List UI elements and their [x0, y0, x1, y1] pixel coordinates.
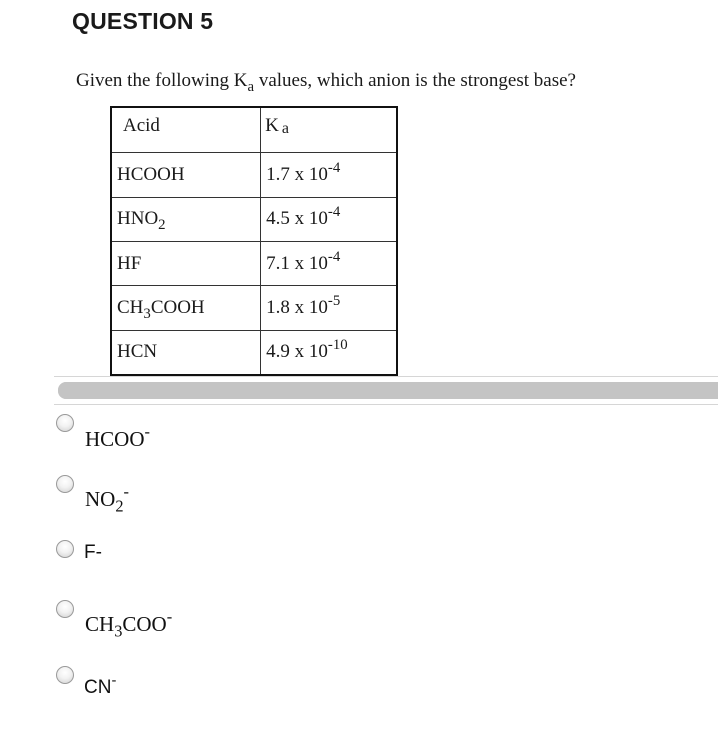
- ka-cell: [261, 286, 397, 330]
- question-title: QUESTION 5: [72, 8, 214, 34]
- option-text: CN: [84, 677, 112, 698]
- acid-cell: [111, 241, 261, 285]
- option-label[interactable]: [85, 607, 173, 641]
- option-superscript: -: [144, 422, 150, 441]
- ka-cell: [261, 197, 397, 241]
- question-prompt: [76, 70, 576, 96]
- acid-cell: [111, 153, 261, 197]
- acid-cell: [111, 286, 261, 330]
- option-label[interactable]: [85, 422, 150, 452]
- header-acid: Acid: [111, 107, 261, 153]
- option-subscript: 2: [115, 496, 124, 516]
- option-superscript: -: [166, 607, 173, 626]
- option-label[interactable]: [84, 672, 117, 699]
- acid-name: CH: [117, 296, 144, 318]
- acid-subscript: 2: [158, 217, 166, 234]
- ka-exponent: -4: [327, 248, 341, 265]
- header-ka: [261, 107, 397, 153]
- ka-exponent: -5: [327, 292, 341, 309]
- radio-button[interactable]: [56, 414, 74, 432]
- ka-base: 1.8 x 10: [266, 296, 328, 318]
- acid-name: HCN: [117, 341, 158, 363]
- option-subscript: 3: [114, 621, 123, 641]
- radio-button[interactable]: [56, 475, 74, 493]
- radio-button[interactable]: [56, 600, 74, 618]
- ka-cell: [261, 153, 397, 197]
- header-ka-subscript: a: [281, 120, 290, 137]
- option-label[interactable]: [85, 482, 129, 516]
- prompt-text-start: Given the following K: [76, 70, 248, 91]
- radio-button[interactable]: [56, 666, 74, 684]
- ka-base: 7.1 x 10: [266, 252, 328, 274]
- prompt-text-end: values, which anion is the strongest base?: [254, 70, 576, 91]
- ka-cell: [261, 241, 397, 285]
- table-row: [111, 153, 397, 197]
- acid-name: HCOOH: [117, 163, 185, 185]
- acid-subscript: 3: [143, 306, 151, 323]
- option-text: F-: [84, 542, 102, 563]
- progress-bar: [58, 382, 718, 399]
- option-label[interactable]: [84, 542, 102, 564]
- ka-base: 1.7 x 10: [266, 163, 328, 185]
- option-text: CH: [85, 612, 115, 636]
- header-ka-letter: K: [265, 115, 279, 136]
- option-superscript: -: [111, 672, 117, 689]
- ka-exponent: -10: [327, 337, 348, 354]
- acid-name: HF: [117, 252, 142, 274]
- ka-exponent: -4: [327, 159, 341, 176]
- option-text: HCOO: [85, 427, 145, 451]
- option-text: NO: [85, 487, 116, 511]
- acid-name-tail: COOH: [150, 296, 205, 318]
- table-row: [111, 286, 397, 330]
- progress-fill: [58, 382, 718, 399]
- option-text-tail: COO: [122, 612, 167, 636]
- radio-button[interactable]: [56, 540, 74, 558]
- ka-exponent: -4: [327, 204, 341, 221]
- option-superscript: -: [123, 482, 129, 501]
- ka-base: 4.5 x 10: [266, 208, 328, 230]
- table-row: [111, 241, 397, 285]
- acid-cell: [111, 197, 261, 241]
- acid-name: HNO: [117, 208, 159, 230]
- ka-base: 4.9 x 10: [266, 341, 328, 363]
- prompt-subscript: a: [247, 79, 255, 96]
- table-row: [111, 197, 397, 241]
- divider-top: [54, 376, 718, 377]
- ka-cell: [261, 330, 397, 375]
- ka-values-table: [110, 106, 398, 376]
- divider-bottom: [54, 404, 718, 405]
- table-row: [111, 330, 397, 375]
- table-header-row: [111, 107, 397, 153]
- acid-cell: [111, 330, 261, 375]
